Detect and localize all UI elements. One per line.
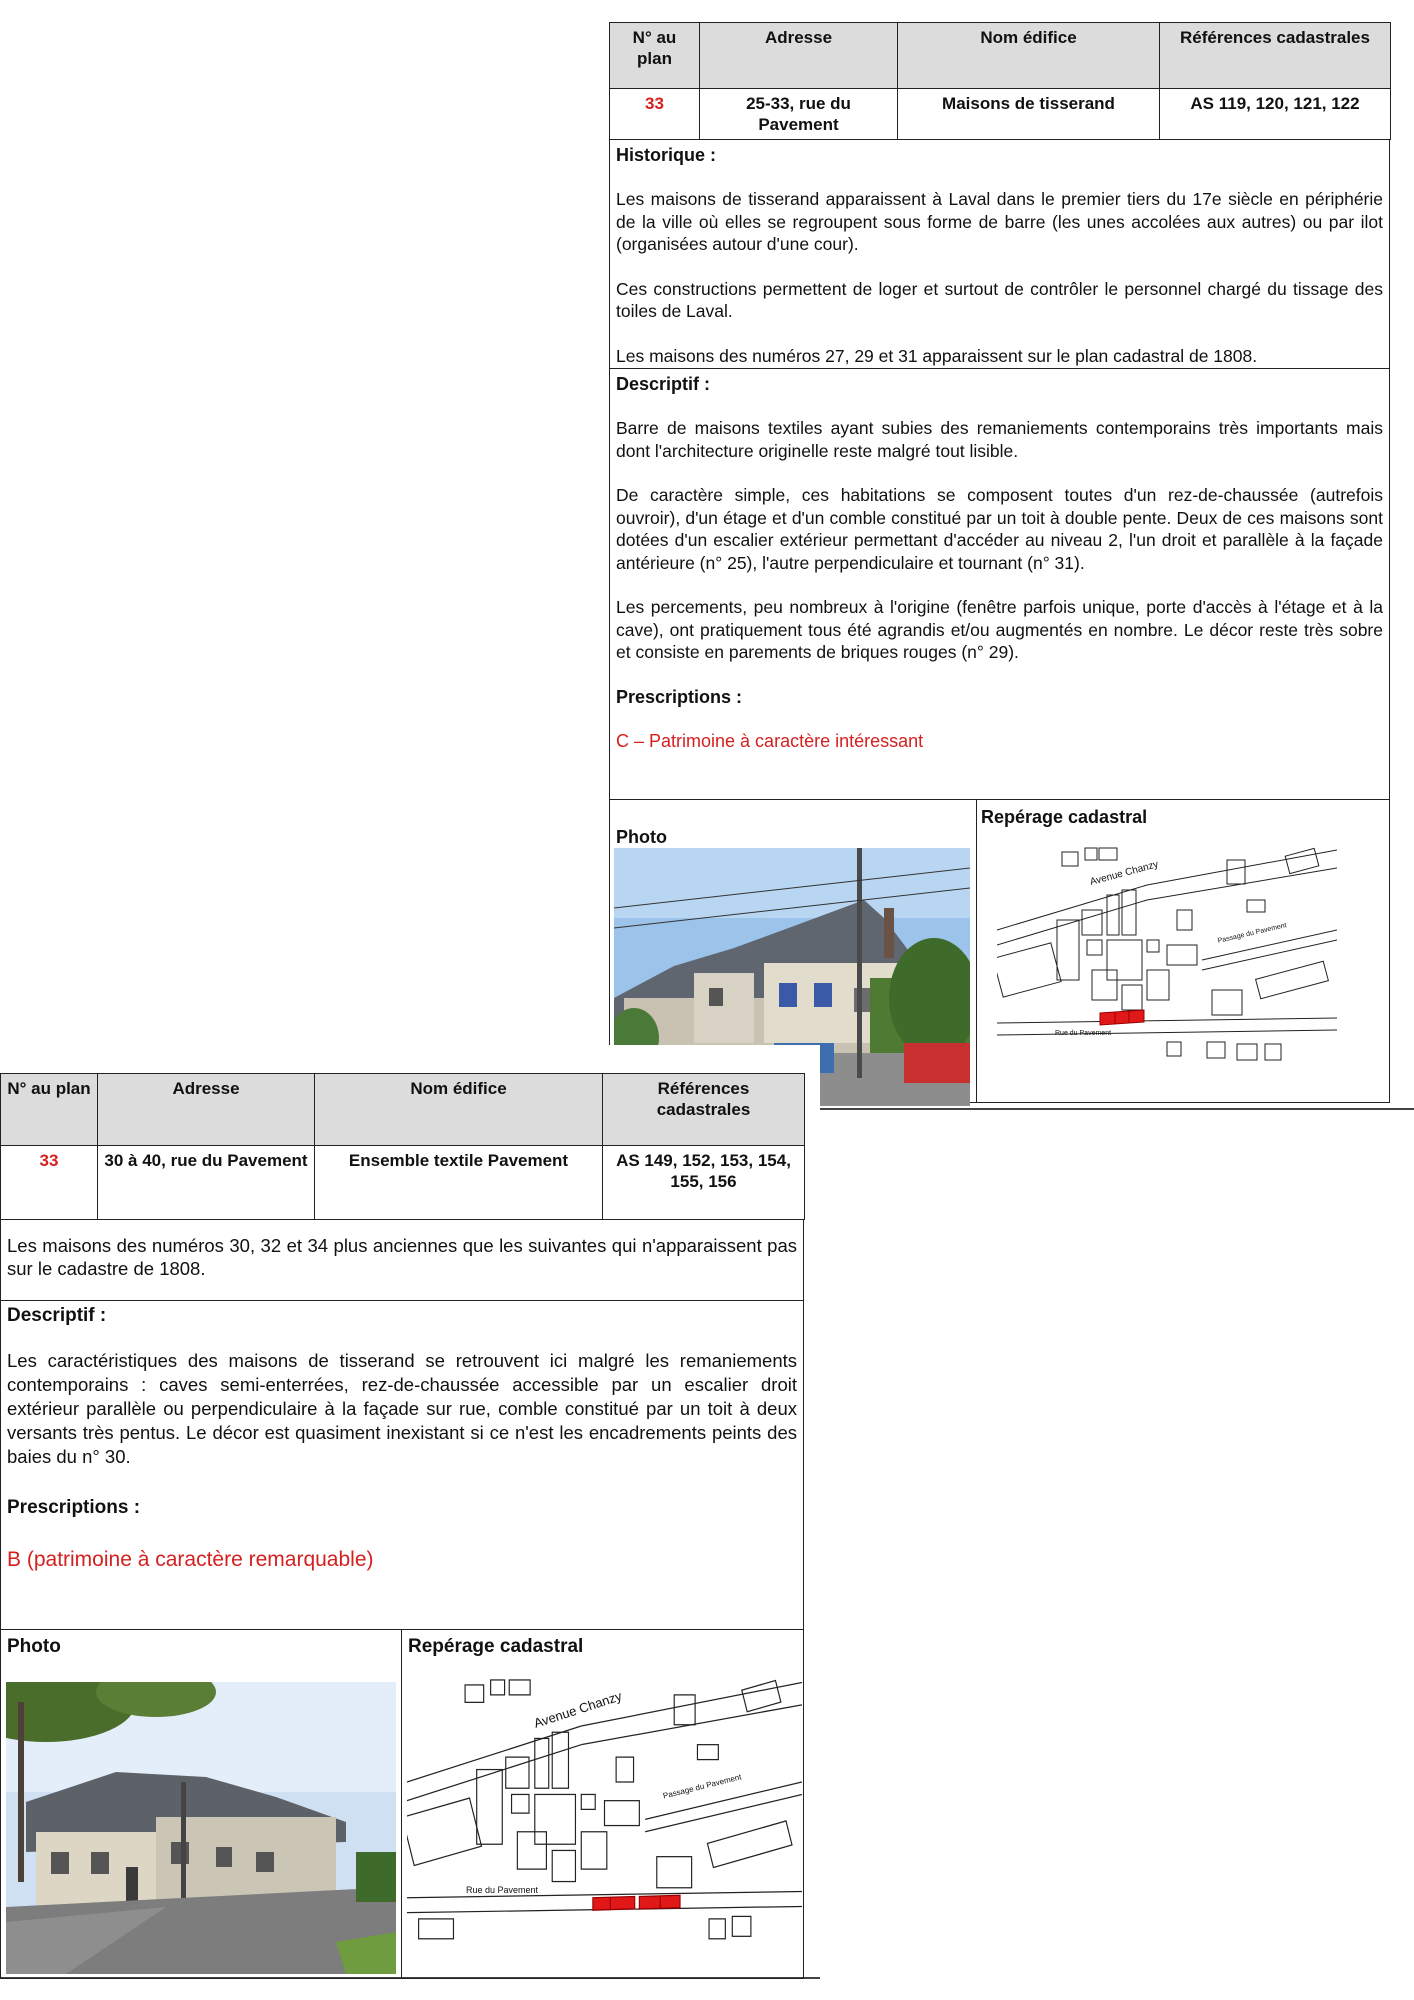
col-header-address: Adresse: [700, 23, 898, 89]
plan-number: 33: [610, 89, 700, 140]
descriptif-para-3: Les percements, peu nombreux à l'origine (fenêtre parfois unique, porte d'accès à l'étage et à la cave), ont pratiquement tous été agrandis et/ou augmentés en nombre. Le décor reste très sobre et consiste en parements de briques rouges (n° 29).: [616, 597, 1383, 662]
col-header-address: Adresse: [98, 1074, 315, 1146]
map-label: Repérage cadastral: [981, 807, 1148, 827]
descriptif-section: [0, 1301, 804, 1630]
col-header-num: N° au plan: [610, 23, 700, 89]
col-header-name: Nom édifice: [898, 23, 1160, 89]
building-name: Ensemble textile Pavement: [315, 1146, 603, 1220]
cadastral-refs: AS 119, 120, 121, 122: [1160, 89, 1391, 140]
map-cell: [402, 1630, 803, 1978]
col-header-refs: Références cadastrales: [603, 1074, 805, 1146]
historique-para-3: Les maisons des numéros 27, 29 et 31 apparaissent sur le plan cadastral de 1808.: [616, 345, 1258, 366]
prescriptions-title: Prescriptions :: [7, 1497, 141, 1518]
prescriptions-title: Prescriptions :: [616, 686, 743, 707]
intro-section: [0, 1220, 804, 1301]
map-cell: [977, 800, 1389, 1102]
descriptif-para-2: De caractère simple, ces habitations se composent toutes d'un rez-de-chaussée (autrefois ouvroir), d'un étage et d'un comble constitué par un toit à double pente. Deux de ces maisons sont dotées d'un escalier extérieur permettant d'accéder au niveau 2, l'un droit et parallèle à la façade antérieure (n° 25), l'autre perpendiculaire et tournant (n° 31).: [616, 485, 1383, 573]
col-header-num: N° au plan: [1, 1074, 98, 1146]
descriptif-title: Descriptif :: [7, 1305, 107, 1326]
street-photo-2: [6, 1682, 396, 1974]
col-header-name: Nom édifice: [315, 1074, 603, 1146]
intro-text: Les maisons des numéros 30, 32 et 34 plus anciennes que les suivantes qui n'apparaissent pas sur le cadastre de 1808.: [7, 1235, 797, 1279]
prescriptions-value: C – Patrimoine à caractère intéressant: [616, 730, 924, 751]
photo-cell: [1, 1630, 402, 1978]
address-cell: 25-33, rue du Pavement: [700, 89, 898, 140]
descriptif-text: Les caractéristiques des maisons de tisserand se retrouvent ici malgré les remaniements contemporains : caves semi-enterrées, rez-de-chaussée accessible par un escalier droit extérieur parallèle ou perpendiculaire à la façade sur rue, comble constitué par un toit à deux versants très pentus. Le décor est quasiment inexistant si ce n'est les encadrements peints des baies du n° 30.: [7, 1350, 797, 1467]
col-header-refs: Références cadastrales: [1160, 23, 1391, 89]
map-street-label-2: Passage du Pavement: [662, 1772, 743, 1801]
address-cell: 30 à 40, rue du Pavement: [98, 1146, 315, 1220]
map-street-label-3: Rue du Pavement: [466, 1885, 539, 1895]
historique-para-2: Ces constructions permettent de loger et surtout de contrôler le personnel chargé du tissage des toiles de Laval.: [616, 278, 1383, 321]
historique-title: Historique :: [616, 145, 717, 165]
descriptif-section: [609, 369, 1390, 800]
prescriptions-value: B (patrimoine à caractère remarquable): [7, 1548, 374, 1571]
map-street-label-3: Rue du Pavement: [1055, 1030, 1112, 1037]
cadastral-map-1: [997, 840, 1337, 1065]
building-name: Maisons de tisserand: [898, 89, 1160, 140]
sheet-2-header-table: [0, 1073, 805, 1220]
descriptif-title: Descriptif :: [616, 374, 711, 394]
sheet-2-bottom-row: [0, 1630, 804, 1979]
cadastral-refs: AS 149, 152, 153, 154, 155, 156: [603, 1146, 805, 1220]
map-street-label-1: Avenue Chanzy: [531, 1688, 624, 1731]
divider-line-1: [820, 1108, 1414, 1110]
historique-para-1: Les maisons de tisserand apparaissent à Laval dans le premier tiers du 17e siècle en périphérie de la ville où elles se regroupent sous forme de barre (les unes accolées aux autres) ou par ilot (organisées autour d'une cour).: [616, 189, 1383, 254]
map-label: Repérage cadastral: [408, 1636, 584, 1657]
historique-section: [609, 140, 1390, 369]
descriptif-para-1: Barre de maisons textiles ayant subies des remaniements contemporains très importants mais dont l'architecture originelle reste malgré tout lisible.: [616, 418, 1383, 461]
map-street-label-2: Passage du Pavement: [1217, 922, 1288, 945]
photo-label: Photo: [7, 1636, 61, 1657]
sheet-2: [0, 1045, 820, 1975]
plan-number: 33: [1, 1146, 98, 1220]
sheet-1-header-table: [609, 22, 1391, 140]
photo-label: Photo: [616, 827, 667, 847]
sheet-1: [609, 22, 1390, 1103]
map-street-label-1: Avenue Chanzy: [1088, 859, 1160, 888]
cadastral-map-2: [407, 1670, 802, 1950]
